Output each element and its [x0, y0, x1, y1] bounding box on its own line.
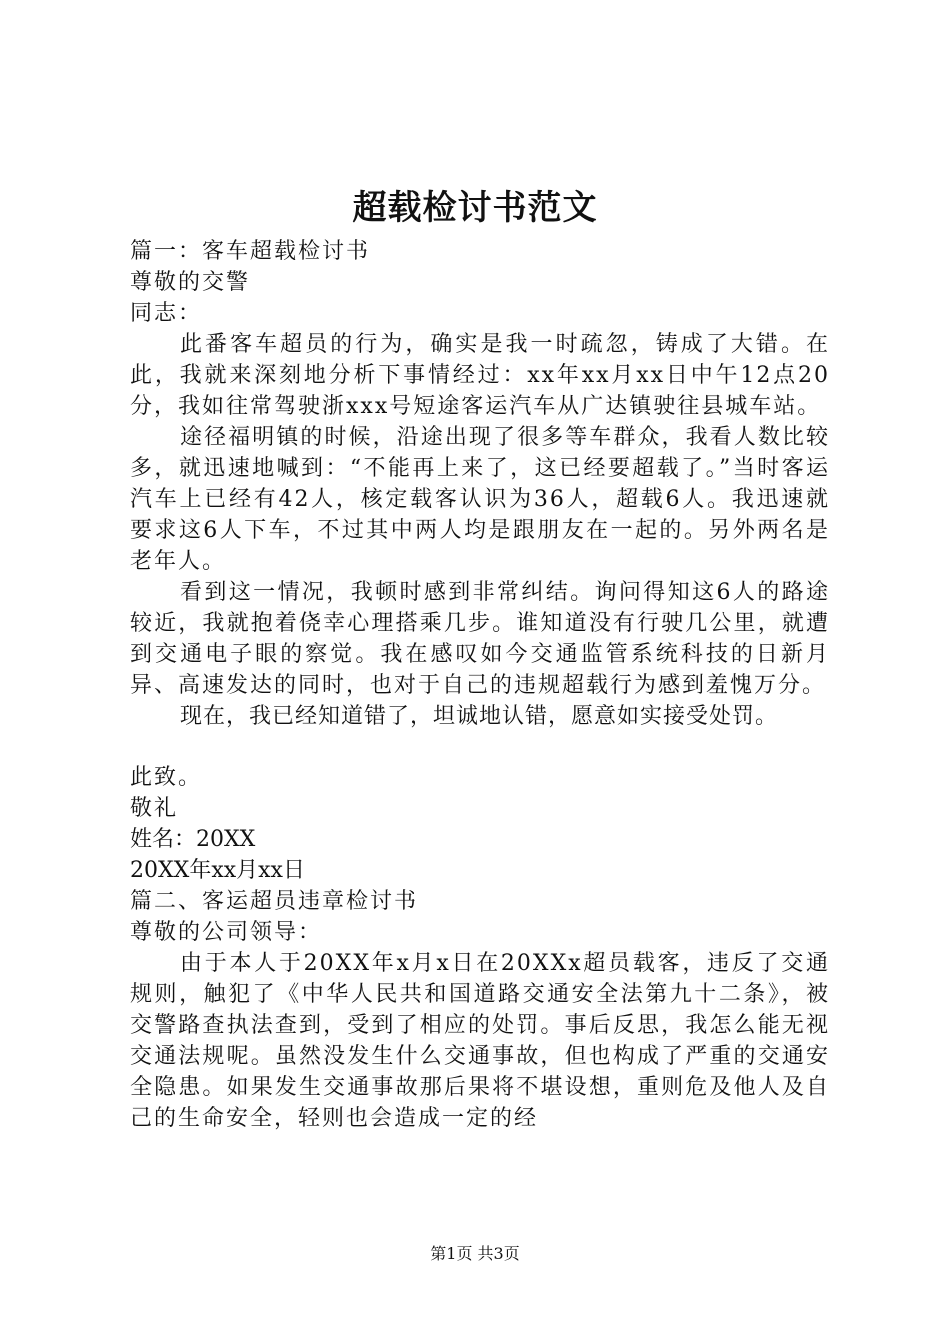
body-paragraph: 现在，我已经知道错了，坦诚地认错，愿意如实接受处罚。: [180, 704, 779, 729]
body-paragraph: 途径福明镇的时候，沿途出现了很多等车群众，我看人数比较多，就迅速地喊到：“不能再上来了，这已经要超载了。”当时客运汽车上已经有42人，核定载客认识为36人，超载6人。我迅速就要求这6人下车，不过其中两人均是跟朋友在一起的。另外两名是老年人。: [130, 425, 830, 574]
closing-line: 此致。: [130, 765, 203, 790]
salutation-line-3: 尊敬的公司领导：: [130, 920, 323, 945]
signature-name: 姓名：20XX: [130, 827, 256, 852]
section-heading-2: 篇二、客运超员违章检讨书: [130, 889, 419, 914]
section-heading-1: 篇一：客车超载检讨书: [130, 239, 371, 264]
page-footer: 第1页 共3页: [430, 1244, 520, 1263]
closing-greeting: 敬礼: [130, 796, 179, 821]
document-title: 超载检讨书范文: [352, 188, 598, 228]
document-body: [130, 236, 830, 1134]
paragraph-spacer: [130, 732, 830, 762]
body-paragraph: 此番客车超员的行为，确实是我一时疏忽，铸成了大错。在此，我就来深刻地分析下事情经过：xx年xx月xx日中午12点20分，我如往常驾驶浙xxx号短途客运汽车从广达镇驶往县城车站。: [130, 332, 830, 419]
body-paragraph: 由于本人于20XX年x月x日在20XXx超员载客，违反了交通规则，触犯了《中华人民共和国道路交通安全法第九十二条》，被交警路查执法查到，受到了相应的处罚。事后反思，我怎么能无视交通法规呢。虽然没发生什么交通事故，但也构成了严重的交通安全隐患。如果发生交通事故那后果将不堪设想，重则危及他人及自己的生命安全，轻则也会造成一定的经: [130, 951, 830, 1131]
salutation-line-1: 尊敬的交警: [130, 270, 251, 295]
signature-date: 20XX年xx月xx日: [130, 858, 305, 883]
body-paragraph: 看到这一情况，我顿时感到非常纠结。询问得知这6人的路途较近，我就抱着侥幸心理搭乘几步。谁知道没有行驶几公里，就遭到交通电子眼的察觉。我在感叹如今交通监管系统科技的日新月异、高速发达的同时，也对于自己的违规超载行为感到羞愧万分。: [130, 580, 830, 698]
salutation-line-2: 同志：: [130, 301, 203, 326]
